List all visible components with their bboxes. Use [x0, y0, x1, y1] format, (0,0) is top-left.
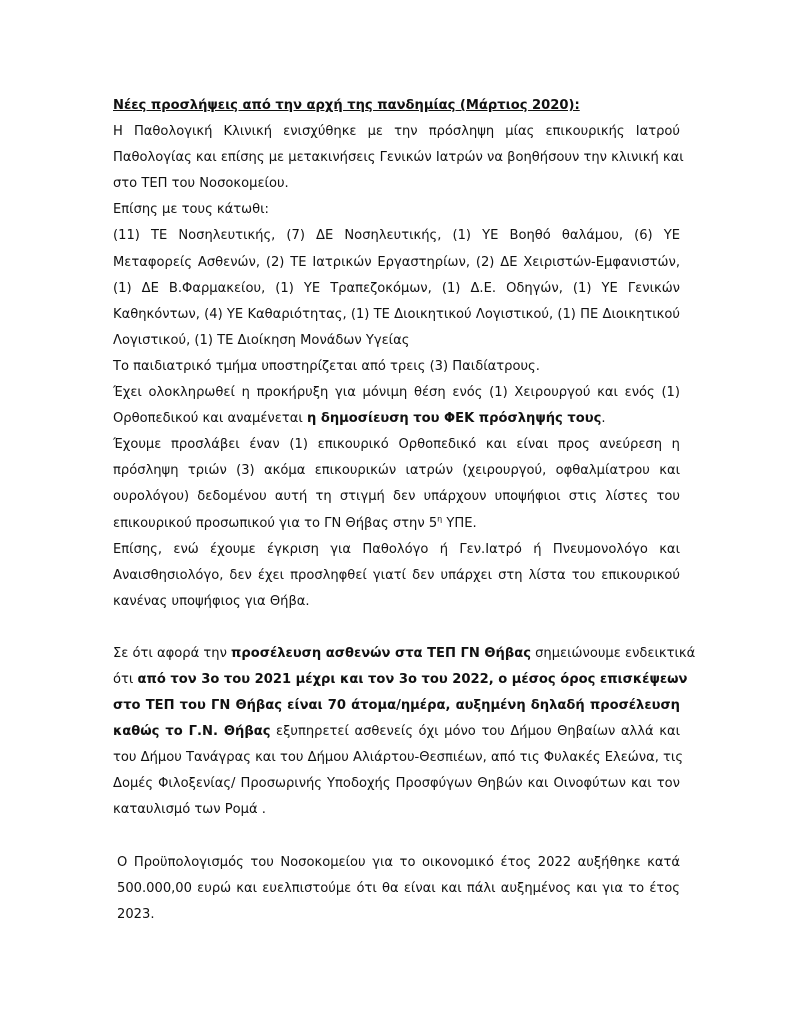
paragraph-approval [113, 537, 680, 615]
text-line [113, 511, 680, 537]
paragraph-pediatrics: Το παιδιατρικό τμήμα υποστηρίζεται από τρεις (3) Παιδίατρους. [113, 358, 540, 374]
text-line: Η Παθολογική Κλινική ενισχύθηκε με την πρόσληψη μίας επικουρικής Ιατρού [113, 124, 680, 140]
text-line: Δομές Φιλοξενίας/ Προσωρινής Υποδοχής Προσφύγων Θηβών και Οινοφύτων και τον [113, 776, 680, 792]
text-line [113, 719, 680, 745]
text-line: του Δήμου Τανάγρας και του Δήμου Αλιάρτου-Θεσπιέων, από τις Φυλακές Ελεώνα, τις [113, 750, 684, 766]
text-line: (11) ΤΕ Νοσηλευτικής, (7) ΔΕ Νοσηλευτικής, (1) ΥΕ Βοηθό θαλάμου, (6) ΥΕ [113, 228, 680, 244]
bold-text: από τον 3ο του 2021 μέχρι και τον 3ο του 2022, ο μέσος όρος επισκέψεων [137, 671, 688, 687]
superscript: η [437, 514, 443, 524]
bold-text: καθώς το Γ.Ν. Θήβας [113, 724, 271, 740]
text-line: στο ΤΕΠ του Νοσοκομείου. [113, 176, 289, 192]
text-line: κανένας υποψήφιος για Θήβα. [113, 593, 310, 609]
paragraph-orthopedic [113, 432, 680, 536]
text-span: εξυπηρετεί ασθενείς όχι μόνο του Δήμου Θηβαίων αλλά και [270, 724, 681, 740]
text-line: στο ΤΕΠ του ΓΝ Θήβας είναι 70 άτομα/ημέρα, αυξημένη δηλαδή προσέλευση [113, 698, 680, 714]
text-span: Σε ότι αφορά την [113, 645, 232, 661]
paragraph-patient-flow [113, 641, 696, 824]
text-line: Επίσης, ενώ έχουμε έγκριση για Παθολόγο ή Γεν.Ιατρό ή Πνευμονολόγο και [113, 541, 680, 557]
bold-text: η δημοσίευση του ΦΕΚ πρόσληψής τους [306, 411, 602, 427]
text-line: ουρολόγου) δεδομένου αυτή τη στιγμή δεν υπάρχουν υποψήφιοι στις λίστες του [113, 489, 680, 505]
text-span: . [601, 411, 606, 427]
text-line: 2023. [117, 906, 155, 922]
text-line: 500.000,00 ευρώ και ευελπιστούμε ότι θα είναι και πάλι αυξημένος και για το έτος [117, 880, 680, 896]
text-line: Μεταφορείς Ασθενών, (2) ΤΕ Ιατρικών Εργαστηρίων, (2) ΔΕ Χειριστών-Εμφανιστών, [113, 254, 680, 270]
text-line [113, 406, 680, 432]
text-line [113, 641, 696, 667]
paragraph-spacer [113, 615, 680, 641]
text-line: Λογιστικού, (1) ΤΕ Διοίκηση Μονάδων Υγείας [113, 332, 410, 348]
text-span: ΥΠΕ. [442, 515, 477, 531]
text-line [113, 667, 688, 693]
paragraph-recruitment [113, 380, 680, 432]
text-line: Αναισθησιολόγο, δεν έχει προσληφθεί γιατί δεν υπάρχει στη λίστα του επικουρικού [113, 567, 680, 583]
text-line: Ο Προϋπολογισμός του Νοσοκομείου για το οικονομικό έτος 2022 αυξήθηκε κατά [117, 854, 680, 870]
text-line: Έχουμε προσλάβει έναν (1) επικουρικό Ορθοπεδικό και είναι προς ανεύρεση η [113, 437, 680, 453]
text-line: Καθηκόντων, (4) ΥΕ Καθαριότητας, (1) ΤΕ Διοικητικού Λογιστικού, (1) ΠΕ Διοικητικού [113, 306, 680, 322]
document-page [113, 93, 696, 928]
staff-intro: Επίσης με τους κάτωθι: [113, 202, 269, 218]
paragraph-staff-list [113, 223, 680, 353]
paragraph-pathology [113, 119, 684, 197]
text-span: επικουρικού προσωπικού για το ΓΝ Θήβας στην 5 [113, 515, 438, 531]
text-span: ότι [113, 671, 138, 687]
section-heading: Νέες προσλήψεις από την αρχή της πανδημίας (Μάρτιος 2020): [113, 98, 580, 113]
text-line: καταυλισμό των Ρομά . [113, 802, 266, 818]
paragraph-spacer [113, 824, 680, 850]
text-line: πρόσληψη τριών (3) ακόμα επικουρικών ιατρών (χειρουργού, οφθαλμίατρου και [113, 463, 680, 479]
paragraph-budget [117, 850, 680, 928]
text-span: Ορθοπεδικού και αναμένεται [113, 411, 307, 427]
bold-text: προσέλευση ασθενών στα ΤΕΠ ΓΝ Θήβας [231, 645, 531, 661]
text-span: σημειώνουμε ενδεικτικά [530, 645, 696, 661]
text-line: (1) ΔΕ Β.Φαρμακείου, (1) ΥΕ Τραπεζοκόμων, (1) Δ.Ε. Οδηγών, (1) ΥΕ Γενικών [113, 280, 680, 296]
text-line: Παθολογίας και επίσης με μετακινήσεις Γενικών Ιατρών να βοηθήσουν την κλινική και [113, 150, 684, 166]
text-line: Έχει ολοκληρωθεί η προκήρυξη για μόνιμη θέση ενός (1) Χειρουργού και ενός (1) [113, 385, 680, 401]
